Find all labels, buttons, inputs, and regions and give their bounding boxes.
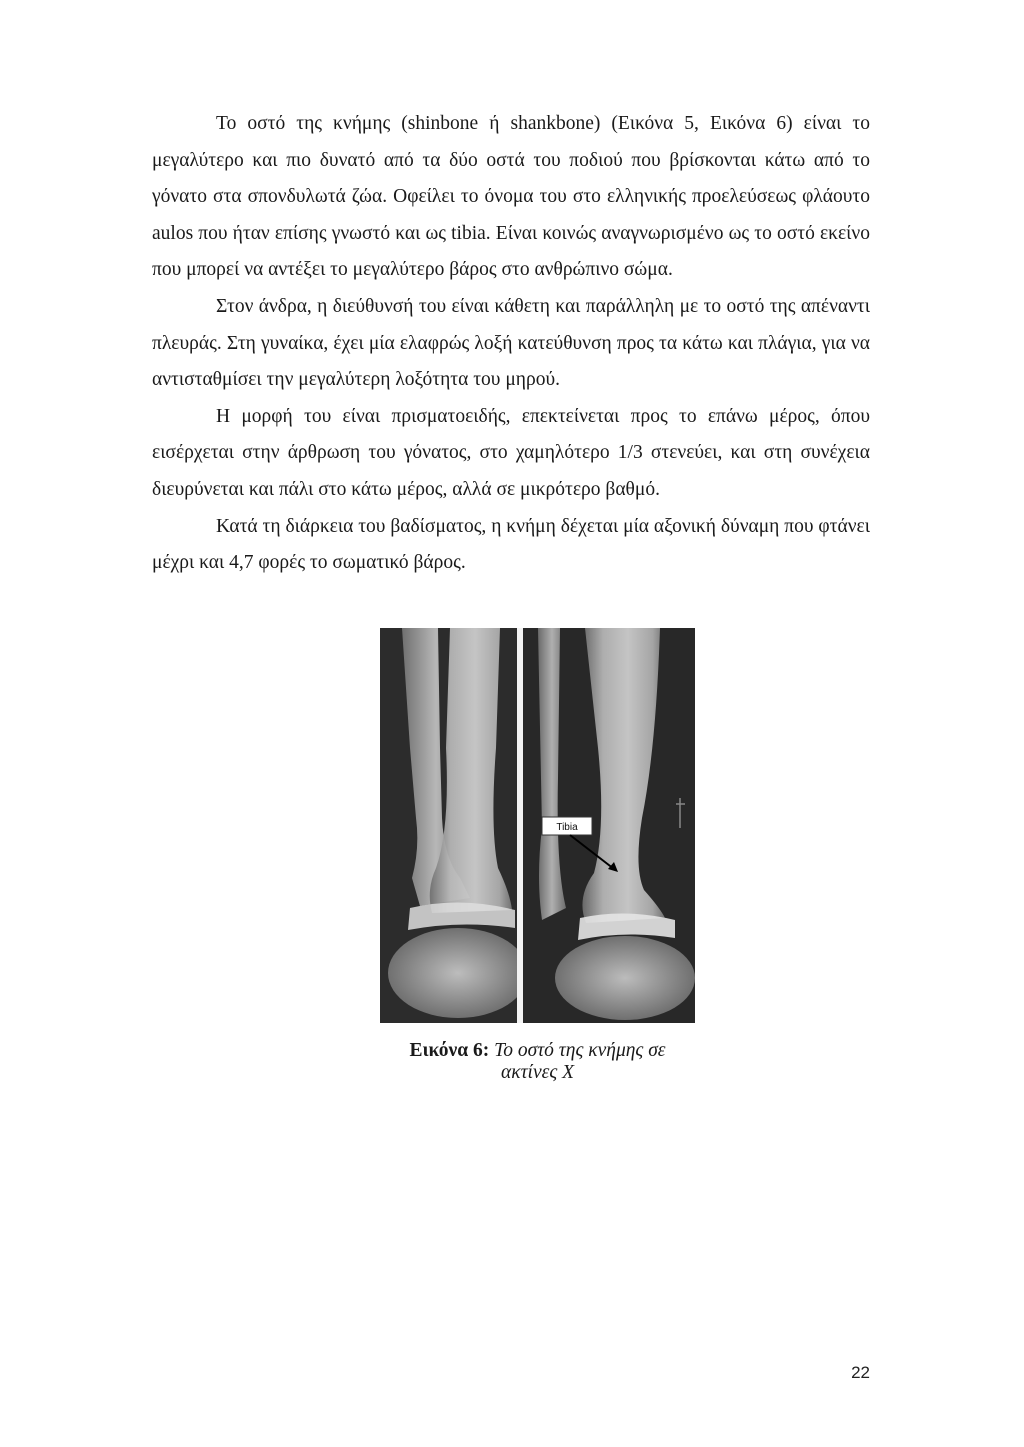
paragraph-4: Κατά τη διάρκεια του βαδίσματος, η κνήμη δέχεται μία αξονική δύναμη που φτάνει μέχρι και 4,7 φορές το σωματικό βάρος.: [152, 515, 870, 574]
xray-figure: [380, 628, 695, 1023]
paragraph-3: Η μορφή του είναι πρισματοειδής, επεκτείνεται προς το επάνω μέρος, όπου εισέρχεται στην άρθρωση του γόνατος, στο χαμηλότερο 1/3 στενεύει, και στη συνέχεια διευρύνεται και πάλι στο κάτω μέρος, αλλά σε μικρότερο βαθμό.: [152, 405, 870, 500]
caption-text: Το οστό της κνήμης σε ακτίνες Χ: [494, 1040, 666, 1083]
page-number: 22: [851, 1363, 870, 1382]
body-text: [152, 106, 870, 582]
xray-image: [380, 628, 695, 1023]
left-xray-panel: [380, 628, 528, 1023]
figure-caption: [380, 1040, 695, 1084]
caption-label: Εικόνα 6:: [409, 1040, 490, 1061]
tibia-label: Tibia: [556, 822, 578, 833]
paragraph-1: Το οστό της κνήμης (shinbone ή shankbone) (Εικόνα 5, Εικόνα 6) είναι το μεγαλύτερο και πιο δυνατό από τα δύο οστά του ποδιού που βρίσκονται κάτω από το γόνατο στα σπονδυλωτά ζώα. Οφείλει το όνομα του στο ελληνικής προελεύσεως φλάουτο aulos που ήταν επίσης γνωστό και ως tibia. Είναι κοινώς αναγνωρισμένο ως το οστό εκείνο που μπορεί να αντέξει το μεγαλύτερο βάρος στο ανθρώπινο σώμα.: [152, 113, 870, 281]
paragraph-2: Στον άνδρα, η διεύθυνσή του είναι κάθετη και παράλληλη με το οστό της απέναντι πλευράς. Στη γυναίκα, έχει μία ελαφρώς λοξή κατεύθυνση προς τα κάτω και πλάγια, για να αντισταθμίσει την μεγαλύτερη λοξότητα του μηρού.: [152, 295, 870, 391]
